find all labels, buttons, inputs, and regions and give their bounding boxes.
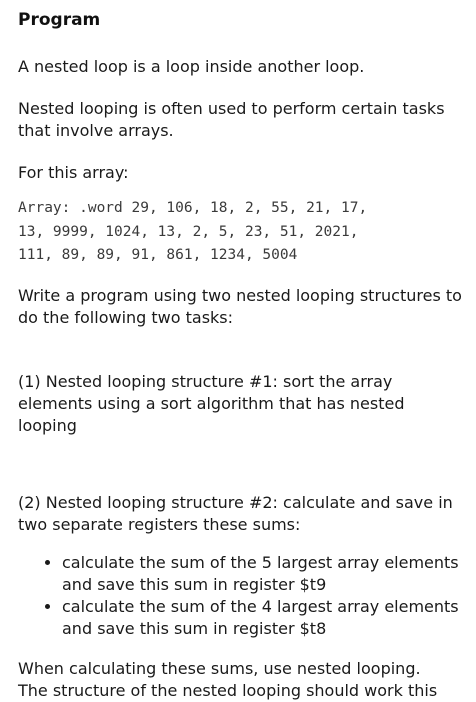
page-title: Program: [18, 10, 101, 30]
task-prompt-paragraph: Write a program using two nested looping structures to do the following two tasks:: [18, 285, 462, 327]
intro-paragraph: A nested loop is a loop inside another loop.: [18, 57, 365, 76]
array-line-1: Array: .word 29, 106, 18, 2, 55, 21, 17,: [18, 200, 368, 216]
array-line-2: 13, 9999, 1024, 13, 2, 5, 23, 51, 2021,: [18, 223, 359, 240]
bullet-item-4-largest: • calculate the sum of the 4 largest array elements and save this sum in register $t8: [62, 596, 464, 640]
closing-line-2: The structure of the nested looping should work this: [18, 680, 438, 700]
array-code-block: [18, 197, 464, 268]
for-array-label: For this array:: [18, 163, 129, 182]
task-1-paragraph: (1) Nested looping structure #1: sort the array elements using a sort algorithm that has nested looping: [18, 371, 405, 435]
closing-line-1: When calculating these sums, use nested looping.: [18, 658, 421, 678]
array-line-3: 111, 89, 89, 91, 861, 1234, 5004: [18, 247, 298, 263]
task-2-paragraph: (2) Nested looping structure #2: calculate and save in two separate registers these sums:: [18, 492, 453, 534]
document-page: [18, 8, 464, 702]
closing-paragraph: [18, 658, 464, 702]
sum-requirements-list: [18, 552, 464, 640]
usage-paragraph: Nested looping is often used to perform certain tasks that involve arrays.: [18, 99, 445, 140]
bullet-item-5-largest: • calculate the sum of the 5 largest array elements and save this sum in register $t9: [62, 552, 464, 596]
